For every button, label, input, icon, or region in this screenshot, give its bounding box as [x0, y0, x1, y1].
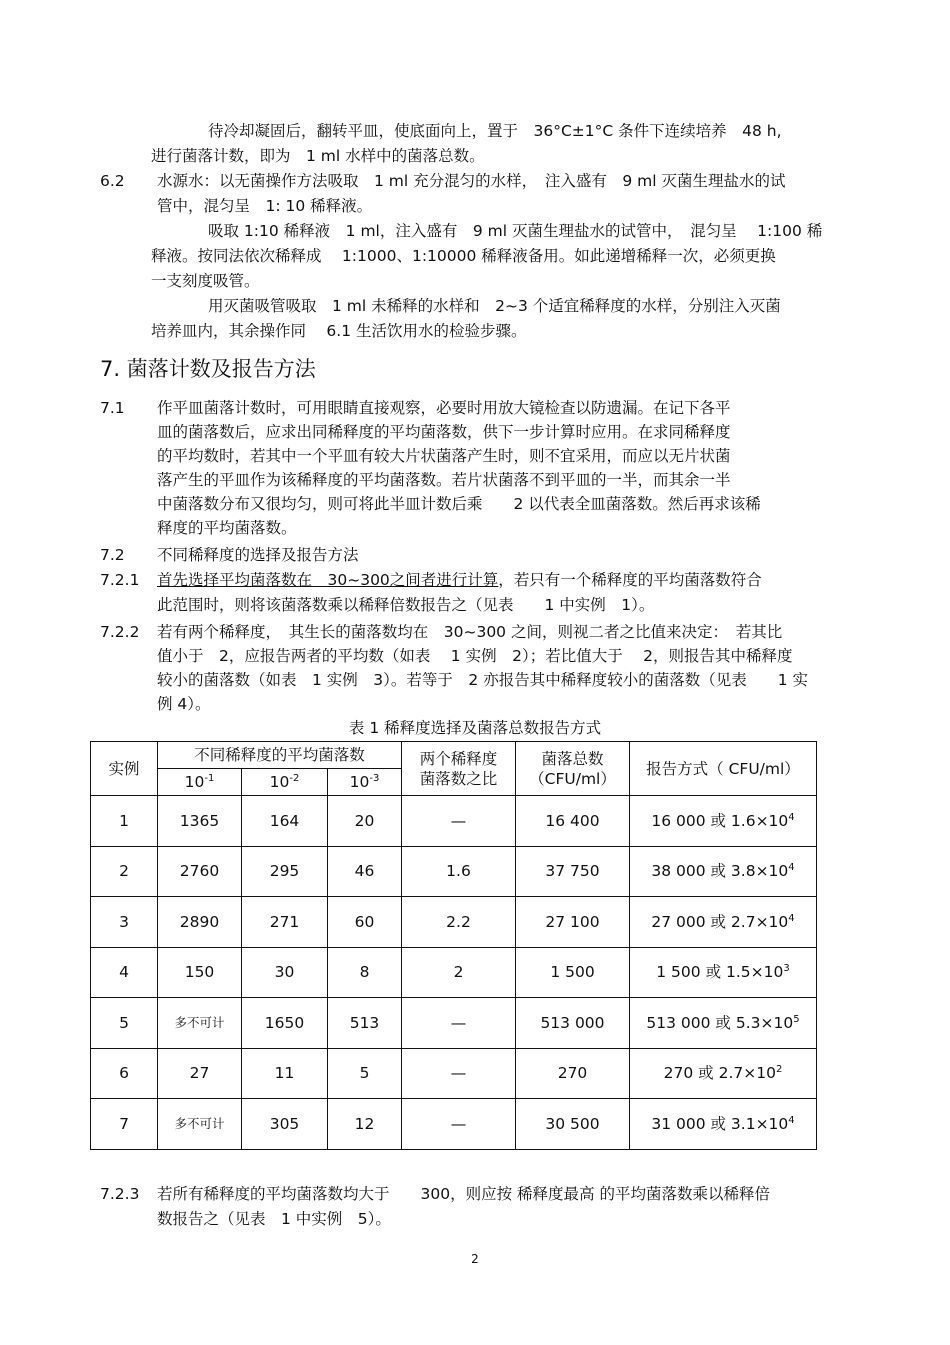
- report-exp: 4: [788, 811, 795, 823]
- text-line: 数报告之（见表 1 中实例 5）。: [157, 1210, 391, 1228]
- text-line: 若有两个稀释度， 其生长的菌落数均在 30~300 之间，则视二者之比值来决定： 若其比: [157, 623, 783, 641]
- text-line: 不同稀释度的选择及报告方法: [157, 546, 359, 564]
- cell-ratio: —: [402, 998, 516, 1049]
- cell-ratio: —: [402, 796, 516, 847]
- cell-d2: 1650: [242, 998, 328, 1049]
- dilution-exp: -1: [204, 773, 215, 784]
- cell-d3: 60: [328, 897, 402, 948]
- cell-d2: 305: [242, 1099, 328, 1150]
- cell-example: 7: [91, 1099, 158, 1150]
- text-line: 皿的菌落数后，应求出同稀释度的平均菌落数，供下一步计算时应用。在求同稀释度: [157, 423, 731, 441]
- cell-example: 2: [91, 846, 158, 897]
- cell-total: 270: [516, 1048, 630, 1099]
- section-number: 6.2: [100, 172, 125, 190]
- cell-d1: 多不可计: [158, 998, 242, 1049]
- header-avg-group: 不同稀释度的平均菌落数: [158, 742, 402, 769]
- report-base: 1 500 或 1.5×10: [656, 963, 784, 982]
- section-heading: 7. 菌落计数及报告方法: [100, 357, 316, 381]
- cell-example: 5: [91, 998, 158, 1049]
- cell-d1: 2760: [158, 846, 242, 897]
- text-span: ，若只有一个稀释度的平均菌落数符合: [498, 571, 762, 589]
- dilution-base: 10: [184, 773, 205, 791]
- text-line: [157, 570, 762, 590]
- cell-d1: 多不可计: [158, 1099, 242, 1150]
- cell-d2: 271: [242, 897, 328, 948]
- table-row: [91, 947, 817, 998]
- cell-d3: 12: [328, 1099, 402, 1150]
- cell-report: [630, 1099, 817, 1150]
- text-line: 水源水：以无菌操作方法吸取 1 ml 充分混匀的水样， 注入盛有 9 ml 灭菌生理盐水的试: [157, 172, 786, 190]
- header-dilution-3: [328, 769, 402, 796]
- cell-d3: 513: [328, 998, 402, 1049]
- cell-report: [630, 796, 817, 847]
- report-base: 31 000 或 3.1×10: [651, 1114, 789, 1133]
- text-line: 落产生的平皿作为该稀释度的平均菌落数。若片状菌落不到平皿的一半，而其余一半: [157, 471, 731, 489]
- header-example: 实例: [91, 742, 158, 796]
- cell-example: 3: [91, 897, 158, 948]
- text-line: 释度的平均菌落数。: [157, 519, 297, 537]
- cell-report: [630, 846, 817, 897]
- text-line: 此范围时，则将该菌落数乘以稀释倍数报告之（见表 1 中实例 1）。: [157, 596, 655, 614]
- text-line: 吸取 1:10 稀释液 1 ml，注入盛有 9 ml 灭菌生理盐水的试管中， 混匀呈 1:100 稀: [208, 222, 823, 240]
- header-dilution-1: [158, 769, 242, 796]
- header-total-line1: 菌落总数: [541, 749, 604, 768]
- table-header-row: [91, 742, 817, 769]
- report-base: 27 000 或 2.7×10: [651, 912, 789, 931]
- text-line: 一支刻度吸管。: [151, 272, 260, 290]
- cell-d2: 164: [242, 796, 328, 847]
- cell-d1: 1365: [158, 796, 242, 847]
- text-line: 中菌落数分布又很均匀，则可将此半皿计数后乘 2 以代表全皿菌落数。然后再求该稀: [157, 495, 761, 513]
- cell-total: 30 500: [516, 1099, 630, 1150]
- table-row: [91, 1048, 817, 1099]
- section-number: 7.1: [100, 399, 125, 417]
- header-ratio-line2: 菌落数之比: [419, 769, 498, 788]
- table-row: [91, 998, 817, 1049]
- cell-total: 16 400: [516, 796, 630, 847]
- section-number: 7.2: [100, 546, 125, 564]
- cell-report: [630, 1048, 817, 1099]
- dilution-table: [90, 741, 817, 1150]
- cell-example: 4: [91, 947, 158, 998]
- text-line: 的平均数时，若其中一个平皿有较大片状菌落产生时，则不宜采用，而应以无片状菌: [157, 447, 731, 465]
- text-line: 释液。按同法依次稀释成 1:1000、1:10000 稀释液备用。如此递增稀释一次，必须更换: [151, 247, 776, 265]
- section-number: 7.2.1: [100, 571, 140, 589]
- cell-example: 6: [91, 1048, 158, 1099]
- table-row: [91, 1099, 817, 1150]
- report-exp: 3: [783, 963, 790, 975]
- cell-d3: 5: [328, 1048, 402, 1099]
- report-exp: 4: [788, 1114, 795, 1126]
- text-line: 若所有稀释度的平均菌落数均大于 300，则应按 稀释度最高 的平均菌落数乘以稀释倍: [157, 1185, 770, 1203]
- cell-d1: 27: [158, 1048, 242, 1099]
- report-base: 38 000 或 3.8×10: [651, 862, 789, 881]
- dilution-base: 10: [349, 773, 370, 791]
- header-ratio: [402, 742, 516, 796]
- cell-d3: 8: [328, 947, 402, 998]
- report-base: 513 000 或 5.3×10: [646, 1013, 794, 1032]
- cell-report: [630, 897, 817, 948]
- text-line: 培养皿内，其余操作同 6.1 生活饮用水的检验步骤。: [151, 322, 527, 340]
- cell-ratio: —: [402, 1048, 516, 1099]
- cell-total: 1 500: [516, 947, 630, 998]
- cell-ratio: 2.2: [402, 897, 516, 948]
- dilution-exp: -2: [289, 773, 300, 784]
- text-line: 管中，混匀呈 1: 10 稀释液。: [157, 197, 373, 215]
- section-number: 7.2.3: [100, 1185, 140, 1203]
- header-total: [516, 742, 630, 796]
- cell-ratio: 2: [402, 947, 516, 998]
- cell-total: 37 750: [516, 846, 630, 897]
- cell-d2: 295: [242, 846, 328, 897]
- table-row: [91, 796, 817, 847]
- cell-ratio: 1.6: [402, 846, 516, 897]
- cell-d3: 46: [328, 846, 402, 897]
- page-number: 2: [471, 1252, 479, 1266]
- cell-d2: 11: [242, 1048, 328, 1099]
- table-row: [91, 897, 817, 948]
- report-exp: 5: [793, 1013, 800, 1025]
- section-number: 7.2.2: [100, 623, 140, 641]
- dilution-base: 10: [269, 773, 290, 791]
- cell-report: [630, 998, 817, 1049]
- report-base: 270 或 2.7×10: [663, 1064, 776, 1083]
- report-exp: 4: [788, 862, 795, 874]
- cell-example: 1: [91, 796, 158, 847]
- dilution-exp: -3: [369, 773, 380, 784]
- cell-d1: 150: [158, 947, 242, 998]
- text-line: 进行菌落计数，即为 1 ml 水样中的菌落总数。: [151, 147, 485, 165]
- text-line: 待冷却凝固后，翻转平皿，使底面向上，置于 36°C±1°C 条件下连续培养 48 h,: [208, 122, 782, 140]
- cell-d1: 2890: [158, 897, 242, 948]
- text-line: 用灭菌吸管吸取 1 ml 未稀释的水样和 2~3 个适宜稀释度的水样，分别注入灭菌: [208, 297, 781, 315]
- report-exp: 4: [788, 912, 795, 924]
- underlined-text: 首先选择平均菌落数在 30~300之间者进行计算: [157, 571, 499, 589]
- cell-d3: 20: [328, 796, 402, 847]
- report-exp: 2: [775, 1064, 783, 1076]
- text-line: 较小的菌落数（如表 1 实例 3）。若等于 2 亦报告其中稀释度较小的菌落数（见表 1 实: [157, 671, 808, 689]
- table-row: [91, 846, 817, 897]
- header-dilution-2: [242, 769, 328, 796]
- cell-total: 27 100: [516, 897, 630, 948]
- cell-report: [630, 947, 817, 998]
- report-base: 16 000 或 1.6×10: [651, 811, 789, 830]
- cell-total: 513 000: [516, 998, 630, 1049]
- header-report: 报告方式（ CFU/ml）: [630, 742, 817, 796]
- cell-ratio: —: [402, 1099, 516, 1150]
- cell-d2: 30: [242, 947, 328, 998]
- header-ratio-line1: 两个稀释度: [419, 749, 498, 768]
- header-total-line2: （CFU/ml）: [529, 769, 616, 788]
- text-line: 例 4）。: [157, 695, 211, 713]
- text-line: 作平皿菌落计数时，可用眼睛直接观察，必要时用放大镜检查以防遗漏。在记下各平: [157, 399, 731, 417]
- table-caption: 表 1 稀释度选择及菌落总数报告方式: [348, 719, 602, 737]
- text-line: 值小于 2，应报告两者的平均数（如表 1 实例 2）；若比值大于 2，则报告其中稀释度: [157, 647, 793, 665]
